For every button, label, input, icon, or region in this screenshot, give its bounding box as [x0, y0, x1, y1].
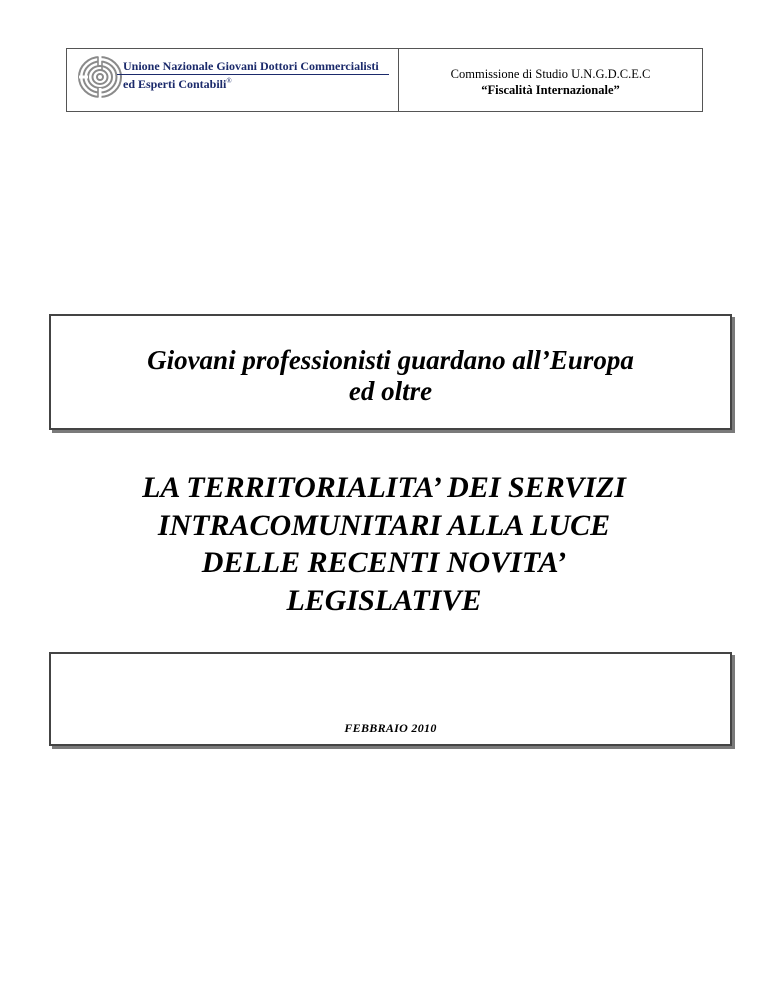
organization-name: Unione Nazionale Giovani Dottori Commercialisti — [123, 59, 379, 73]
organization-divider — [117, 74, 389, 75]
document-title-line: DELLE RECENTI NOVITA’ — [201, 546, 567, 579]
subtitle-box — [49, 314, 732, 430]
document-title-line: LA TERRITORIALITA’ DEI SERVIZI — [142, 471, 626, 504]
document-title-line: INTRACOMUNITARI ALLA LUCE — [157, 508, 611, 542]
document-title — [40, 469, 728, 619]
organization-block — [67, 49, 399, 111]
commission-name: Commissione di Studio U.N.G.D.C.E.C — [450, 67, 651, 81]
organization-name-continuation: ed Esperti Contabili — [123, 77, 227, 91]
subtitle-line-1: Giovani professionisti guardano all’Europa — [147, 345, 634, 375]
subtitle-line-2: ed oltre — [348, 376, 433, 406]
document-title-line: LEGISLATIVE — [286, 583, 482, 617]
date-box — [49, 652, 732, 746]
organization-name-line2 — [123, 77, 232, 92]
commission-subject: “Fiscalità Internazionale” — [481, 83, 620, 97]
document-header — [66, 48, 703, 112]
registered-mark: ® — [226, 77, 232, 85]
publication-date: FEBBRAIO 2010 — [344, 721, 437, 735]
commission-block — [399, 49, 702, 111]
labyrinth-logo-icon — [77, 55, 123, 99]
